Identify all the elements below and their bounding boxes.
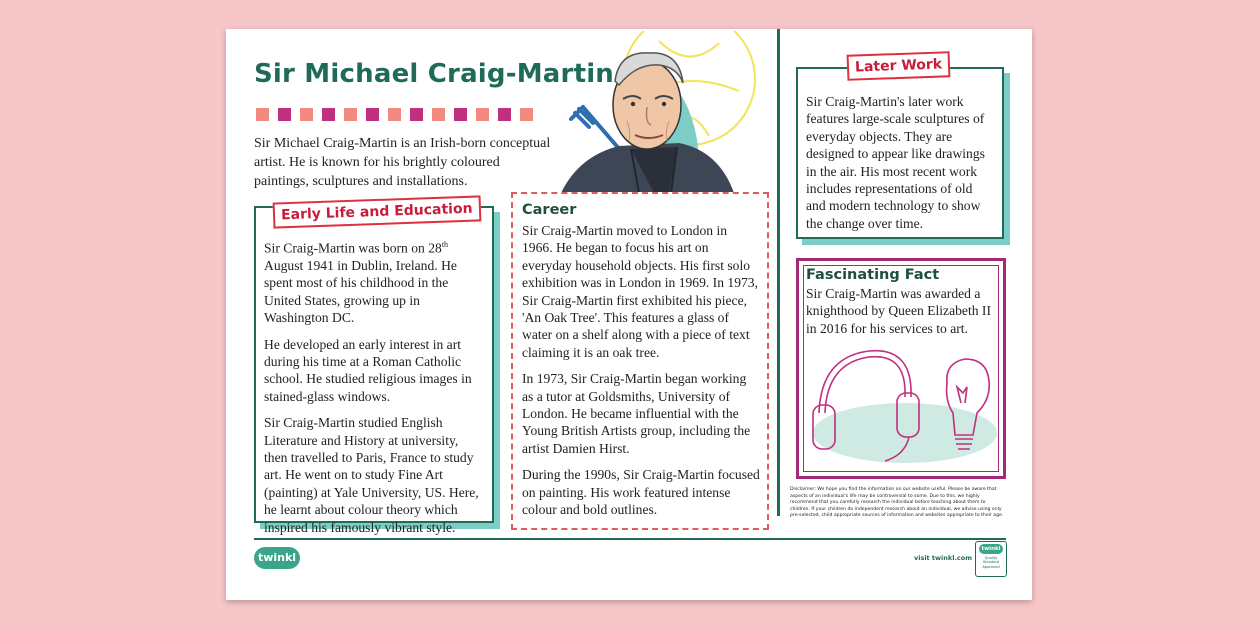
later-work-heading: Later Work bbox=[847, 51, 951, 81]
quality-badge bbox=[975, 541, 1007, 577]
fascinating-fact-panel bbox=[796, 258, 1006, 479]
fact-file-sheet bbox=[226, 29, 1032, 600]
early-life-panel bbox=[254, 206, 494, 535]
square bbox=[454, 108, 467, 121]
square bbox=[498, 108, 511, 121]
headphones-and-lightbulb-illustration bbox=[805, 343, 1001, 473]
square bbox=[278, 108, 291, 121]
early-life-paragraph-1: Sir Craig-Martin was born on 28th August 1941 in Dublin, Ireland. He spent most of his childhood in the United States, growing up in Washington DC. bbox=[264, 240, 457, 326]
disclaimer-text: Disclaimer: We hope you find the information on our website useful. Please be aware that aspects of an individual's life may be controversial to some. Due to this, we highly recommend that you carefully research the individual before teaching about them to children. If your children do independent research about an individual, we advise using only pre-selected, child appropriate sources of information and websites appropriate to their age. bbox=[790, 487, 1004, 519]
square bbox=[476, 108, 489, 121]
square bbox=[388, 108, 401, 121]
career-paragraph-2: In 1973, Sir Craig-Martin began working as a tutor at Goldsmiths, University of London. He became influential with the Young British Artists group, including the artist Damien Hirst. bbox=[522, 371, 751, 456]
square bbox=[410, 108, 423, 121]
square bbox=[520, 108, 533, 121]
square bbox=[322, 108, 335, 121]
early-life-heading: Early Life and Education bbox=[273, 195, 481, 228]
badge-caption: Quality Standard Approved bbox=[982, 556, 1000, 569]
twinkl-logo[interactable]: twinkl bbox=[254, 547, 300, 569]
career-heading: Career bbox=[522, 202, 577, 218]
visit-link[interactable]: visit twinkl.com bbox=[914, 554, 973, 562]
decorative-squares bbox=[256, 108, 533, 121]
early-life-paragraph-2: He developed an early interest in art during his time at a Roman Catholic school. He studied religious images in stained-glass windows. bbox=[264, 336, 472, 404]
square bbox=[300, 108, 313, 121]
later-work-text: Sir Craig-Martin's later work features large-scale sculptures of everyday objects. They are designed to appear like drawings in the air. His most recent work includes representations of old and modern technology to show the change over time. bbox=[806, 94, 985, 231]
intro-text: Sir Michael Craig-Martin is an Irish-born conceptual artist. He is known for his brightly coloured paintings, sculptures and installations. bbox=[254, 136, 551, 189]
square bbox=[256, 108, 269, 121]
fact-text: Sir Craig-Martin was awarded a knighthood by Queen Elizabeth II in 2016 for his services to art. bbox=[806, 286, 991, 336]
career-panel bbox=[511, 192, 769, 530]
square bbox=[432, 108, 445, 121]
fact-heading: Fascinating Fact bbox=[806, 267, 940, 283]
square bbox=[344, 108, 357, 121]
later-work-panel bbox=[796, 67, 1004, 239]
career-paragraph-3: During the 1990s, Sir Craig-Martin focused on painting. His work featured intense colour and bold outlines. bbox=[522, 467, 760, 518]
career-paragraph-1: Sir Craig-Martin moved to London in 1966. He began to focus his art on everyday household objects. His first solo exhibition was in London in 1969. In 1973, Sir Craig-Martin first exhibited his piece, 'An Oak Tree'. This features a glass of water on a shelf along with a piece of text claiming it is an oak tree. bbox=[522, 223, 758, 360]
page-title: Sir Michael Craig-Martin bbox=[254, 59, 615, 89]
early-life-paragraph-3: Sir Craig-Martin studied English Literature and History at university, then travelled to Paris, France to study art. He went on to study Fine Art (painting) at Yale University, US. Here, he learnt about colour theory which inspired his famously vibrant style. bbox=[264, 415, 479, 535]
footer-line bbox=[254, 538, 1006, 540]
square bbox=[366, 108, 379, 121]
badge-logo: twinkl bbox=[979, 544, 1003, 554]
column-divider bbox=[777, 29, 780, 516]
portrait-illustration bbox=[559, 31, 774, 193]
